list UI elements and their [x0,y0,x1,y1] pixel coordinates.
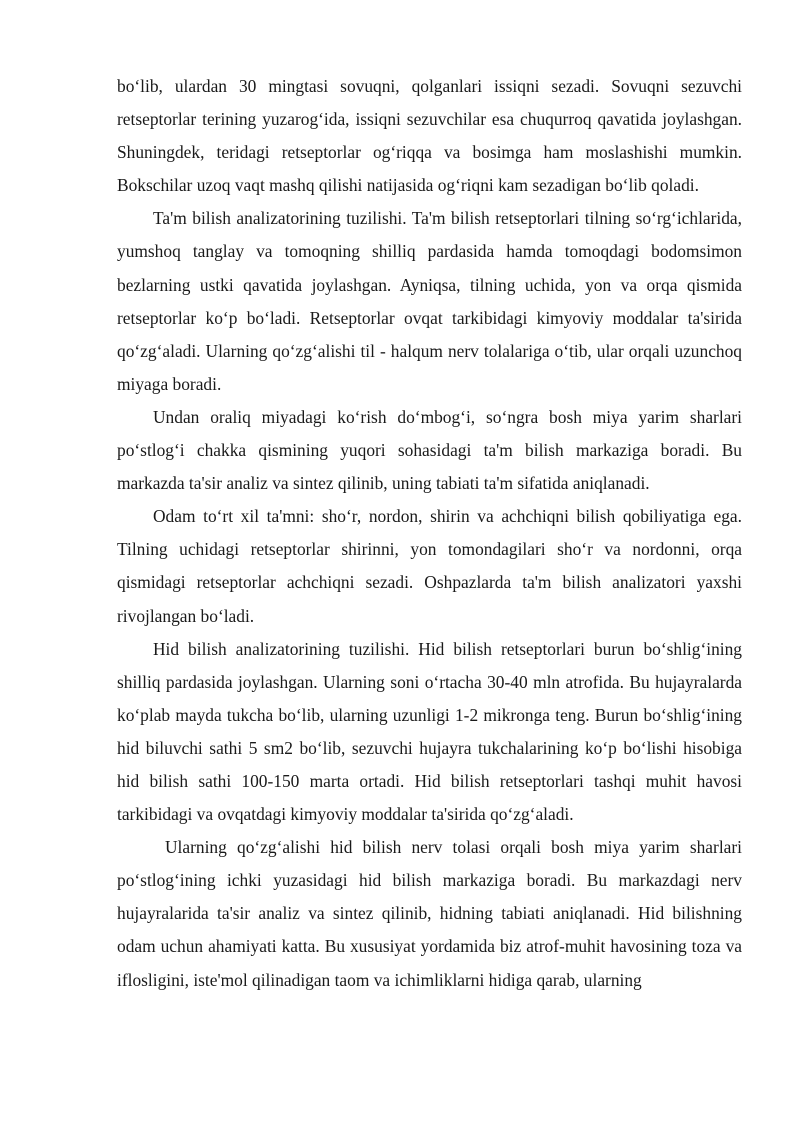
paragraph-taste-analyzer: Ta'm bilish analizatorining tuzilishi. Ta'm bilish retseptorlari tilning so‘rg‘ichlarida, yumshoq tanglay va tomoqning shilliq pardasida hamda tomoqdagi bodomsimon bezlarning ustki qavatida joylashgan. Ayniqsa, tilning uchida, yon va orqa qismida retseptorlar ko‘p bo‘ladi. Retseptorlar ovqat tarkibidagi kimyoviy moddalar ta'sirida qo‘zg‘aladi. Ularning qo‘zg‘alishi til - halqum nerv tolalariga o‘tib, ular orqali uzunchoq miyaga boradi. [117,208,742,394]
paragraph-continuation: bo‘lib, ulardan 30 mingtasi sovuqni, qolganlari issiqni sezadi. Sovuqni sezuvchi retseptorlar terining yuzarog‘ida, issiqni sezuvchilar esa chuqurroq qavatida joylashgan. Shuningdek, teridagi retseptorlar og‘riqqa va bosimga ham moslashishi mumkin. Bokschilar uzoq vaqt mashq qilishi natijasida og‘riqni kam sezadigan bo‘lib qoladi. [117,76,742,196]
paragraph-smell-analyzer: Hid bilish analizatorining tuzilishi. Hid bilish retseptorlari burun bo‘shlig‘ining shilliq pardasida joylashgan. Ularning soni o‘rtacha 30-40 mln atrofida. Bu hujayralarda ko‘plab mayda tukcha bo‘lib, ularning uzunligi 1-2 mikronga teng. Burun bo‘shlig‘ining hid biluvchi sathi 5 sm2 bo‘lib, sezuvchi hujayra tukchalarining ko‘p bo‘lishi hisobiga hid bilish sathi 100-150 marta ortadi. Hid bilish retseptorlari tashqi muhit havosi tarkibidagi va ovqatdagi kimyoviy moddalar ta'sirida qo‘zg‘aladi. [117,638,742,825]
document-page [117,70,742,997]
paragraph-taste-pathway: Undan oraliq miyadagi ko‘rish do‘mbog‘i, so‘ngra bosh miya yarim sharlari po‘stlog‘i chakka qismining yuqori sohasidagi ta'm bilish markaziga boradi. Bu markazda ta'sir analiz va sintez qilinib, uning tabiati ta'm sifatida aniqlanadi. [117,406,742,494]
paragraph-smell-pathway: Ularning qo‘zg‘alishi hid bilish nerv tolasi orqali bosh miya yarim sharlari po‘stlog‘ining ichki yuzasidagi hid bilish markaziga boradi. Bu markazdagi nerv hujayralarida ta'sir analiz va sintez qilinib, hidning tabiati aniqlanadi. Hid bilishning odam uchun ahamiyati katta. Bu xususiyat yordamida biz atrof-muhit havosining toza va iflosligini, iste'mol qilinadigan taom va ichimliklarni hidiga qarab, ularning [117,837,742,990]
paragraph-four-tastes: Odam to‘rt xil ta'mni: sho‘r, nordon, shirin va achchiqni bilish qobiliyatiga ega. Tilning uchidagi retseptorlar shirinni, yon tomondagilari sho‘r va nordonni, orqa qismidagi retseptorlar achchiqni sezadi. Oshpazlarda ta'm bilish analizatori yaxshi rivojlangan bo‘ladi. [117,506,742,626]
